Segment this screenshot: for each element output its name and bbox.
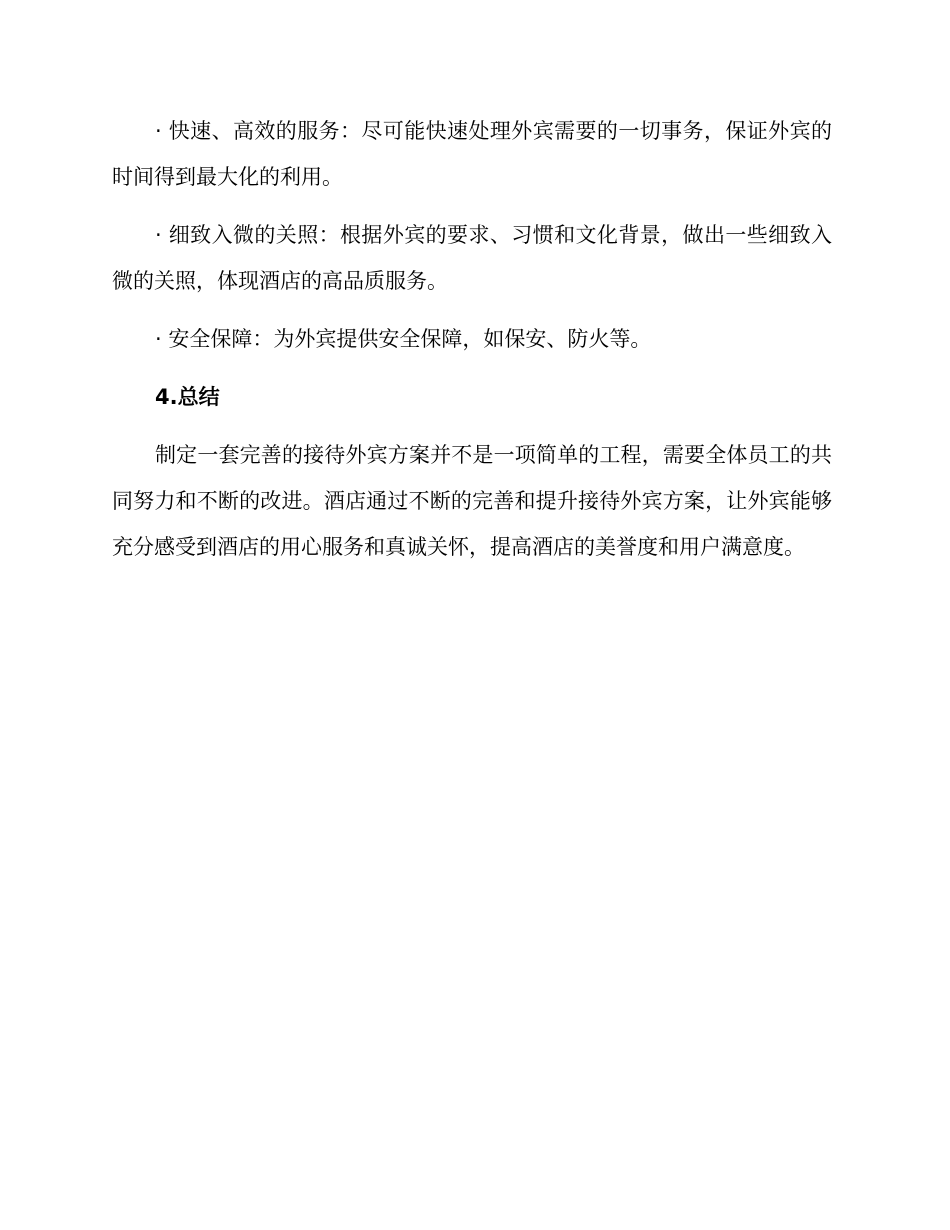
- document-page: [112, 108, 832, 582]
- bullet-safety: · 安全保障：为外宾提供安全保障，如保安、防火等。: [155, 327, 652, 351]
- bullet-attentive-care: · 细致入微的关照：根据外宾的要求、习惯和文化背景，做出一些细致入微的关照，体现酒店的高品质服务。: [112, 223, 832, 293]
- bullet-fast-service: · 快速、高效的服务：尽可能快速处理外宾需要的一切事务，保证外宾的时间得到最大化的利用。: [112, 119, 832, 189]
- section-heading-summary: 4.总结: [155, 385, 220, 409]
- summary-paragraph: 制定一套完善的接待外宾方案并不是一项简单的工程，需要全体员工的共同努力和不断的改进。酒店通过不断的完善和提升接待外宾方案，让外宾能够充分感受到酒店的用心服务和真诚关怀，提高酒店的美誉度和用户满意度。: [112, 443, 832, 559]
